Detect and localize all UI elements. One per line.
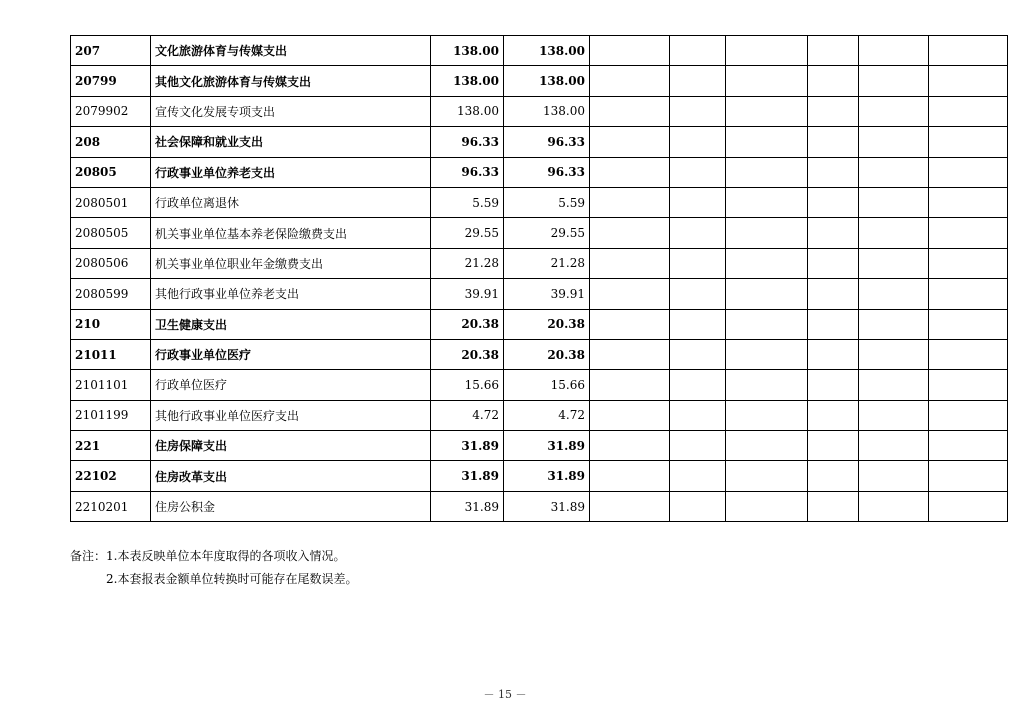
empty-cell <box>859 96 929 126</box>
row-code: 2080501 <box>71 187 151 217</box>
row-name: 行政事业单位养老支出 <box>151 157 431 187</box>
row-basic: 31.89 <box>504 431 590 461</box>
row-name: 住房保障支出 <box>151 431 431 461</box>
row-code: 221 <box>71 431 151 461</box>
table-body <box>71 36 1008 522</box>
empty-cell <box>670 400 726 430</box>
empty-cell <box>726 127 808 157</box>
empty-cell <box>670 127 726 157</box>
empty-cell <box>590 218 670 248</box>
empty-cell <box>670 36 726 66</box>
empty-cell <box>590 339 670 369</box>
empty-cell <box>808 157 859 187</box>
empty-cell <box>726 248 808 278</box>
empty-cell <box>726 36 808 66</box>
empty-cell <box>859 157 929 187</box>
empty-cell <box>670 66 726 96</box>
empty-cell <box>808 309 859 339</box>
row-name: 机关事业单位基本养老保险缴费支出 <box>151 218 431 248</box>
table-row <box>71 248 1008 278</box>
row-basic: 39.91 <box>504 279 590 309</box>
row-basic: 96.33 <box>504 157 590 187</box>
row-basic: 21.28 <box>504 248 590 278</box>
income-table <box>70 35 1008 522</box>
empty-cell <box>590 187 670 217</box>
empty-cell <box>929 218 1008 248</box>
row-total: 31.89 <box>431 491 504 521</box>
empty-cell <box>726 218 808 248</box>
row-total: 31.89 <box>431 461 504 491</box>
empty-cell <box>808 66 859 96</box>
row-basic: 138.00 <box>504 66 590 96</box>
empty-cell <box>808 491 859 521</box>
empty-cell <box>726 400 808 430</box>
row-name: 行政单位离退休 <box>151 187 431 217</box>
empty-cell <box>859 127 929 157</box>
row-code: 21011 <box>71 339 151 369</box>
empty-cell <box>590 279 670 309</box>
row-total: 20.38 <box>431 339 504 369</box>
empty-cell <box>808 400 859 430</box>
row-code: 2101101 <box>71 370 151 400</box>
row-name: 其他行政事业单位养老支出 <box>151 279 431 309</box>
row-total: 138.00 <box>431 66 504 96</box>
table-row <box>71 370 1008 400</box>
empty-cell <box>929 400 1008 430</box>
empty-cell <box>726 96 808 126</box>
row-total: 96.33 <box>431 157 504 187</box>
empty-cell <box>726 461 808 491</box>
table-row <box>71 96 1008 126</box>
row-name: 机关事业单位职业年金缴费支出 <box>151 248 431 278</box>
row-name: 住房公积金 <box>151 491 431 521</box>
row-code: 207 <box>71 36 151 66</box>
row-name: 宣传文化发展专项支出 <box>151 96 431 126</box>
row-name: 行政事业单位医疗 <box>151 339 431 369</box>
row-name: 文化旅游体育与传媒支出 <box>151 36 431 66</box>
empty-cell <box>929 66 1008 96</box>
empty-cell <box>859 431 929 461</box>
row-code: 20805 <box>71 157 151 187</box>
row-name: 卫生健康支出 <box>151 309 431 339</box>
empty-cell <box>929 431 1008 461</box>
empty-cell <box>808 339 859 369</box>
empty-cell <box>670 279 726 309</box>
row-basic: 20.38 <box>504 339 590 369</box>
row-basic: 138.00 <box>504 96 590 126</box>
row-code: 210 <box>71 309 151 339</box>
empty-cell <box>808 248 859 278</box>
row-total: 20.38 <box>431 309 504 339</box>
row-code: 2079902 <box>71 96 151 126</box>
page-number: － 15 － <box>483 688 527 701</box>
empty-cell <box>590 400 670 430</box>
empty-cell <box>590 127 670 157</box>
empty-cell <box>859 491 929 521</box>
row-name: 其他行政事业单位医疗支出 <box>151 400 431 430</box>
table-row <box>71 157 1008 187</box>
row-name: 其他文化旅游体育与传媒支出 <box>151 66 431 96</box>
empty-cell <box>929 491 1008 521</box>
row-total: 96.33 <box>431 127 504 157</box>
row-code: 2080506 <box>71 248 151 278</box>
row-total: 29.55 <box>431 218 504 248</box>
empty-cell <box>808 370 859 400</box>
empty-cell <box>590 491 670 521</box>
row-total: 4.72 <box>431 400 504 430</box>
row-basic: 29.55 <box>504 218 590 248</box>
empty-cell <box>859 279 929 309</box>
empty-cell <box>929 339 1008 369</box>
table-row <box>71 400 1008 430</box>
table-row <box>71 218 1008 248</box>
empty-cell <box>670 491 726 521</box>
row-code: 20799 <box>71 66 151 96</box>
empty-cell <box>726 157 808 187</box>
empty-cell <box>590 370 670 400</box>
empty-cell <box>590 248 670 278</box>
row-code: 208 <box>71 127 151 157</box>
empty-cell <box>590 431 670 461</box>
empty-cell <box>670 218 726 248</box>
note-line-2: 2.本套报表金额单位转换时可能存在尾数误差。 <box>106 572 358 586</box>
empty-cell <box>590 66 670 96</box>
empty-cell <box>590 36 670 66</box>
empty-cell <box>590 96 670 126</box>
row-code: 22102 <box>71 461 151 491</box>
row-basic: 15.66 <box>504 370 590 400</box>
row-total: 31.89 <box>431 431 504 461</box>
row-code: 2080599 <box>71 279 151 309</box>
empty-cell <box>808 279 859 309</box>
row-basic: 5.59 <box>504 187 590 217</box>
empty-cell <box>808 461 859 491</box>
empty-cell <box>859 400 929 430</box>
empty-cell <box>859 461 929 491</box>
empty-cell <box>929 248 1008 278</box>
table-row <box>71 36 1008 66</box>
row-total: 21.28 <box>431 248 504 278</box>
empty-cell <box>929 279 1008 309</box>
row-total: 15.66 <box>431 370 504 400</box>
empty-cell <box>670 248 726 278</box>
table-row <box>71 491 1008 521</box>
empty-cell <box>929 309 1008 339</box>
empty-cell <box>590 461 670 491</box>
empty-cell <box>859 36 929 66</box>
row-name: 住房改革支出 <box>151 461 431 491</box>
row-basic: 138.00 <box>504 36 590 66</box>
empty-cell <box>670 431 726 461</box>
row-total: 138.00 <box>431 96 504 126</box>
empty-cell <box>670 370 726 400</box>
empty-cell <box>726 187 808 217</box>
row-code: 2080505 <box>71 218 151 248</box>
empty-cell <box>929 370 1008 400</box>
table-row <box>71 339 1008 369</box>
empty-cell <box>859 218 929 248</box>
empty-cell <box>670 157 726 187</box>
empty-cell <box>929 96 1008 126</box>
row-total: 5.59 <box>431 187 504 217</box>
empty-cell <box>859 309 929 339</box>
empty-cell <box>808 218 859 248</box>
empty-cell <box>670 309 726 339</box>
empty-cell <box>808 431 859 461</box>
empty-cell <box>808 127 859 157</box>
empty-cell <box>859 66 929 96</box>
empty-cell <box>726 309 808 339</box>
notes <box>70 545 357 591</box>
row-code: 2101199 <box>71 400 151 430</box>
empty-cell <box>670 96 726 126</box>
empty-cell <box>859 187 929 217</box>
empty-cell <box>929 36 1008 66</box>
table-row <box>71 279 1008 309</box>
empty-cell <box>726 279 808 309</box>
empty-cell <box>670 461 726 491</box>
empty-cell <box>808 187 859 217</box>
empty-cell <box>929 461 1008 491</box>
empty-cell <box>808 96 859 126</box>
row-basic: 31.89 <box>504 461 590 491</box>
empty-cell <box>929 157 1008 187</box>
row-total: 138.00 <box>431 36 504 66</box>
row-name: 社会保障和就业支出 <box>151 127 431 157</box>
table-row <box>71 66 1008 96</box>
row-basic: 20.38 <box>504 309 590 339</box>
empty-cell <box>670 339 726 369</box>
empty-cell <box>859 248 929 278</box>
table-row <box>71 187 1008 217</box>
empty-cell <box>726 370 808 400</box>
row-total: 39.91 <box>431 279 504 309</box>
empty-cell <box>726 339 808 369</box>
empty-cell <box>590 309 670 339</box>
empty-cell <box>590 157 670 187</box>
empty-cell <box>808 36 859 66</box>
empty-cell <box>670 187 726 217</box>
table-row <box>71 431 1008 461</box>
note-line-1: 备注：1.本表反映单位本年度取得的各项收入情况。 <box>70 549 346 563</box>
empty-cell <box>929 127 1008 157</box>
empty-cell <box>726 431 808 461</box>
table-row <box>71 127 1008 157</box>
row-basic: 4.72 <box>504 400 590 430</box>
row-code: 2210201 <box>71 491 151 521</box>
empty-cell <box>929 187 1008 217</box>
row-basic: 96.33 <box>504 127 590 157</box>
table-row <box>71 309 1008 339</box>
empty-cell <box>859 370 929 400</box>
empty-cell <box>859 339 929 369</box>
table-row <box>71 461 1008 491</box>
empty-cell <box>726 66 808 96</box>
row-basic: 31.89 <box>504 491 590 521</box>
row-name: 行政单位医疗 <box>151 370 431 400</box>
empty-cell <box>726 491 808 521</box>
